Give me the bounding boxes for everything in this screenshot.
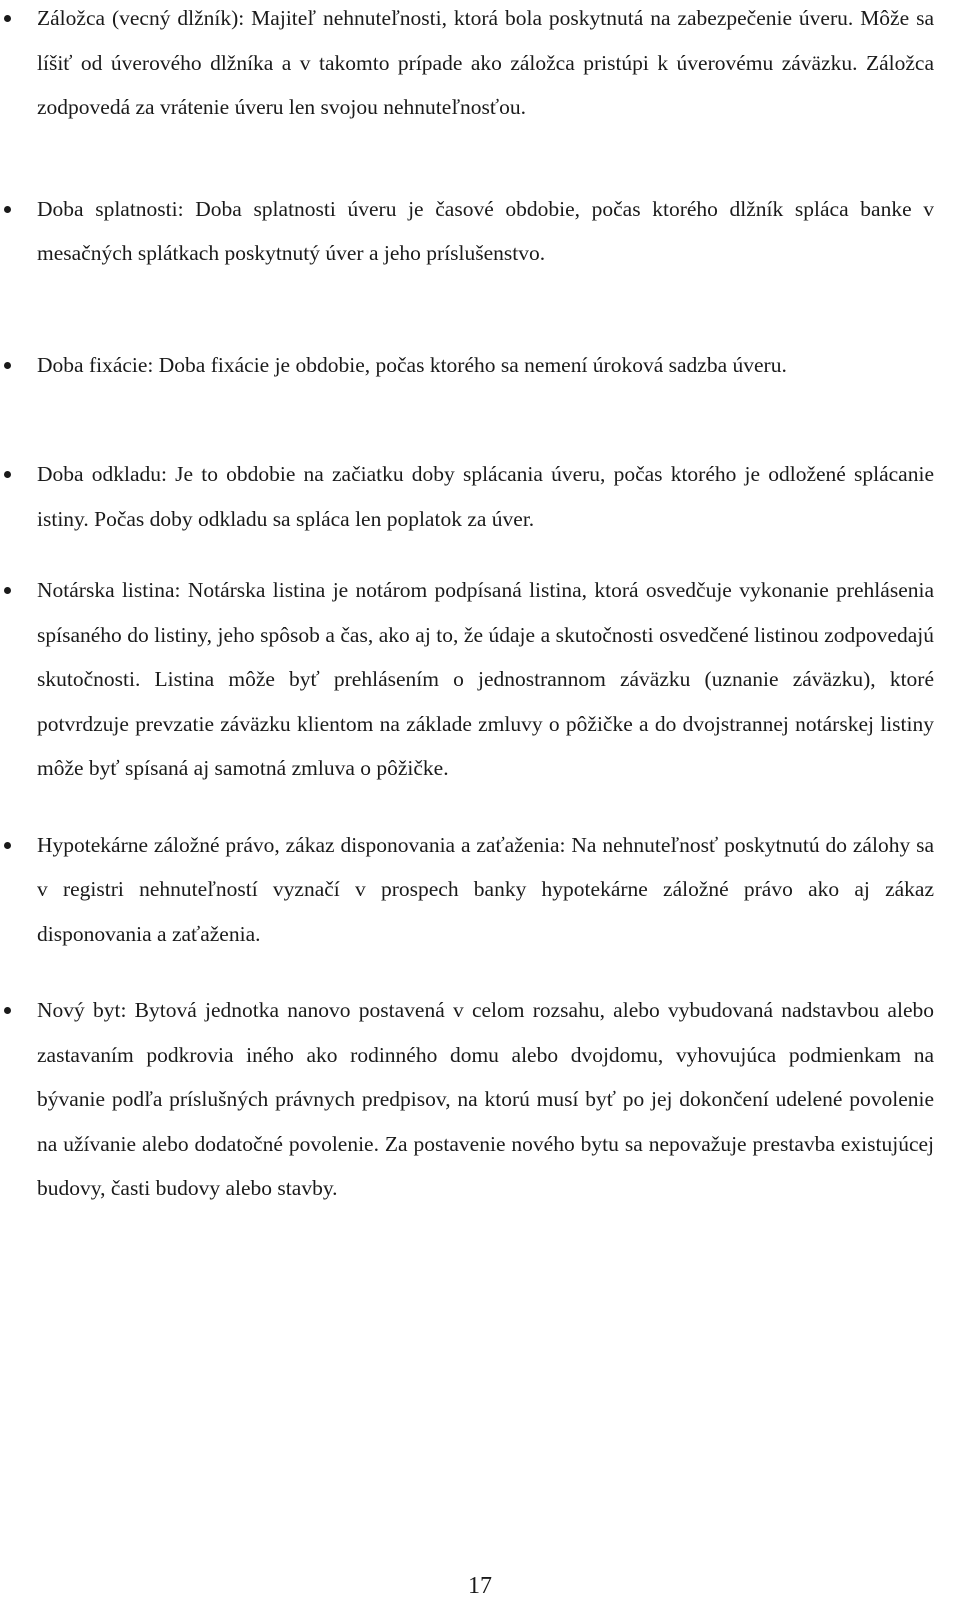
list-item <box>0 0 960 130</box>
bullet-icon <box>4 362 11 369</box>
list-item <box>0 343 960 388</box>
bullet-icon <box>4 15 11 22</box>
page-number: 17 <box>468 1573 492 1599</box>
list-item <box>0 823 960 957</box>
list-item <box>0 988 960 1211</box>
list-item <box>0 568 960 791</box>
list-item-text: Hypotekárne záložné právo, zákaz disponovania a zaťaženia: Na nehnuteľnosť poskytnutú do zálohy sa v registri nehnuteľností vyznačí v prospech banky hypotekárne záložné právo ako aj zákaz disponovania a zaťaženia. <box>37 832 934 946</box>
list-item <box>0 452 960 541</box>
bullet-icon <box>4 206 11 213</box>
bullet-icon <box>4 1007 11 1014</box>
bullet-icon <box>4 842 11 849</box>
bullet-icon <box>4 471 11 478</box>
list-item-text: Doba fixácie: Doba fixácie je obdobie, počas ktorého sa nemení úroková sadzba úveru. <box>37 352 787 377</box>
list-item-text: Záložca (vecný dlžník): Majiteľ nehnuteľnosti, ktorá bola poskytnutá na zabezpečenie úveru. Môže sa líšiť od úverového dlžníka a v takomto prípade ako záložca pristúpi k úverovému záväzku. Záložca zodpovedá za vrátenie úveru len svojou nehnuteľnosťou. <box>37 6 934 119</box>
list-item-text: Doba splatnosti: Doba splatnosti úveru je časové obdobie, počas ktorého dlžník spláca banke v mesačných splátkach poskytnutý úver a jeho príslušenstvo. <box>37 196 934 265</box>
list-item-text: Doba odkladu: Je to obdobie na začiatku doby splácania úveru, počas ktorého je odložené splácanie istiny. Počas doby odkladu sa spláca len poplatok za úver. <box>37 462 934 531</box>
list-item-text: Notárska listina: Notárska listina je notárom podpísaná listina, ktorá osvedčuje vykonanie prehlásenia spísaného do listiny, jeho spôsob a čas, ako aj to, že údaje a skutočnosti osvedčené listinou zodpovedajú skutočnosti. Listina môže byť prehlásením o jednostrannom záväzku (uznanie záväzku), ktoré potvrdzuje prevzatie záväzku klientom na základe zmluvy o pôžičke a do dvojstrannej notárskej listiny môže byť spísaná aj samotná zmluva o pôžičke. <box>37 578 934 780</box>
bullet-icon <box>4 587 11 594</box>
list-item-text: Nový byt: Bytová jednotka nanovo postavená v celom rozsahu, alebo vybudovaná nadstavbou alebo zastavaním podkrovia iného ako rodinného domu alebo dvojdomu, vyhovujúca podmienkam na bývanie podľa príslušných právnych predpisov, na ktorú musí byť po jej dokončení udelené povolenie na užívanie alebo dodatočné povolenie. Za postavenie nového bytu sa nepovažuje prestavba existujúcej budovy, časti budovy alebo stavby. <box>37 998 934 1200</box>
list-item <box>0 187 960 276</box>
